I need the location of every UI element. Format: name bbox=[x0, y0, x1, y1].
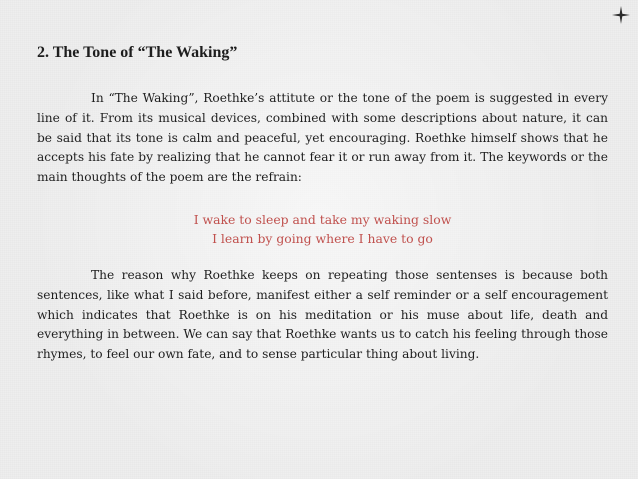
refrain-block bbox=[37, 210, 608, 248]
slide-heading: 2. The Tone of “The Waking” bbox=[37, 44, 238, 61]
paragraph-analysis: The reason why Roethke keeps on repeating those sentenses is because both sentences, like what I said before, manifest either a self reminder or a self encouragement which indicates that Roethke is on his meditation or his muse about life, death and everything in between. We can say that Roethke wants us to catch his feeling through those rhymes, to feel our own fate, and to sense particular thing about living. bbox=[37, 267, 608, 362]
sparkle-icon bbox=[612, 6, 630, 24]
slide-body bbox=[37, 43, 608, 365]
refrain-line-1: I wake to sleep and take my waking slow bbox=[193, 211, 452, 227]
refrain-line-2: I learn by going where I have to go bbox=[212, 230, 433, 246]
paragraph-intro: In “The Waking”, Roethke’s attitute or the tone of the poem is suggested in every line of it. From its musical devices, combined with some descriptions about nature, it can be said that its tone is calm and peaceful, yet encouraging. Roethke himself shows that he accepts his fate by realizing that he cannot fear it or run away from it. The keywords or the main thoughts of the poem are the refrain: bbox=[37, 91, 608, 185]
